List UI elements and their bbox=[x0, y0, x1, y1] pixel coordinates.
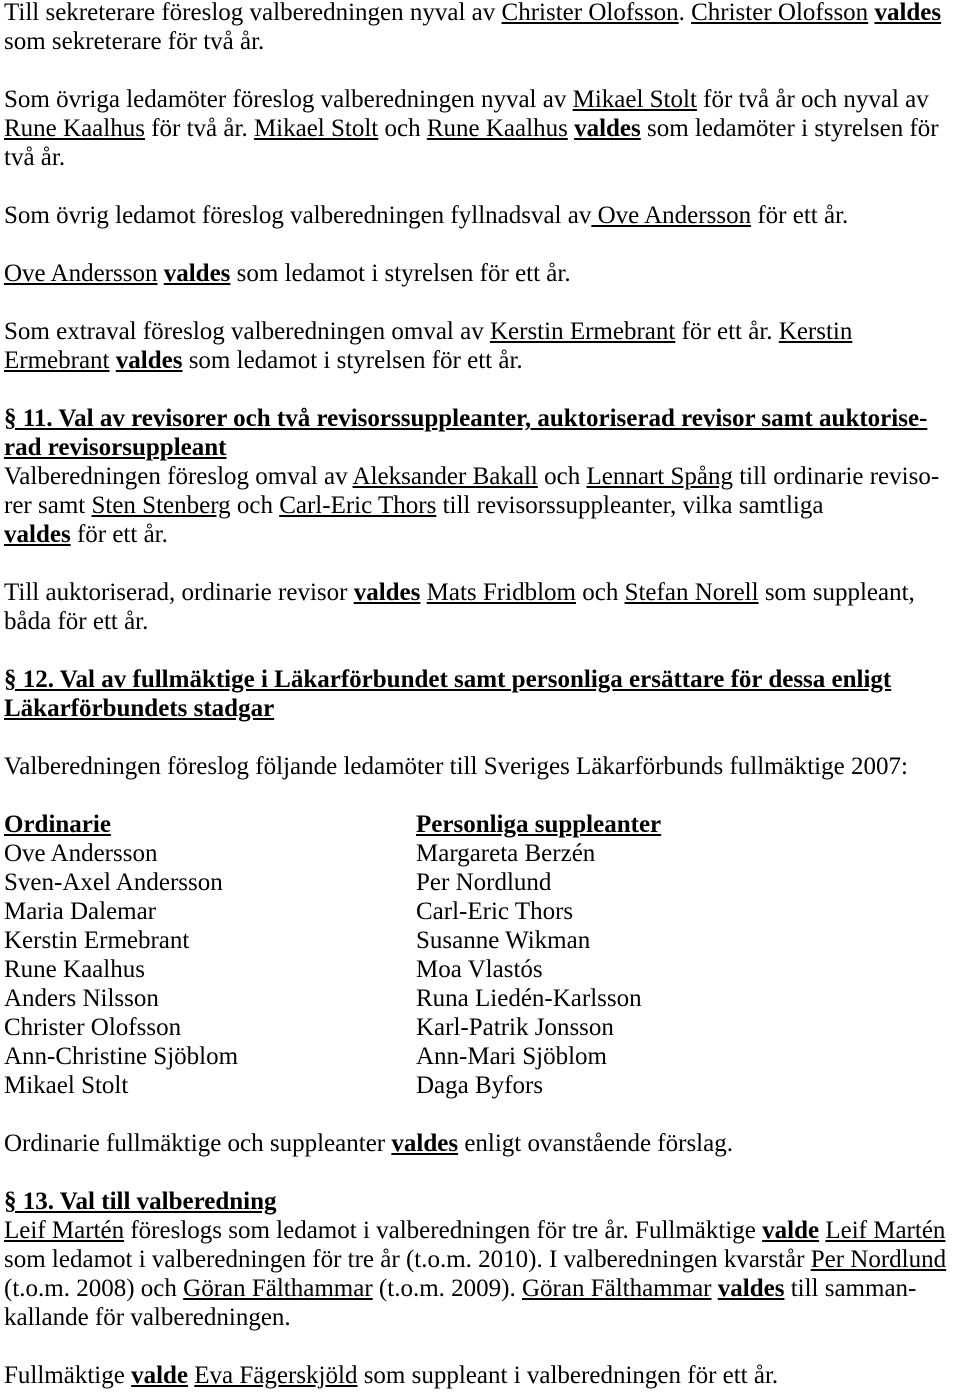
suppleant-name: Margareta Berzén bbox=[416, 840, 596, 867]
text-run: som suppleant i valberedningen för ett år. bbox=[357, 1362, 779, 1389]
paragraph-extraval bbox=[4, 317, 956, 375]
text-run: enligt ovanstående förslag. bbox=[458, 1130, 733, 1157]
paragraph-fyllnadsval bbox=[4, 201, 956, 230]
person-name: Rune Kaalhus bbox=[426, 115, 568, 142]
text-line bbox=[4, 404, 956, 433]
spacer bbox=[4, 1158, 956, 1187]
text-run: Till auktoriserad, ordinarie revisor bbox=[4, 579, 354, 606]
spacer bbox=[4, 230, 956, 259]
paragraph-valberedning bbox=[4, 1216, 956, 1332]
text-run: (t.o.m. 2008) och bbox=[4, 1275, 184, 1302]
text-line bbox=[4, 491, 956, 520]
heading-text: § 11. Val av revisorer och två revisorssuppleanter, auktoriserad revisor samt auktorise- bbox=[4, 405, 928, 432]
ordinarie-name: Mikael Stolt bbox=[4, 1072, 129, 1099]
paragraph-ovriga-ledamoter bbox=[4, 85, 956, 172]
text-run: som ledamot i styrelsen för ett år. bbox=[230, 260, 571, 287]
person-name: Rune Kaalhus bbox=[4, 115, 145, 142]
text-line bbox=[4, 317, 956, 346]
person-name: Leif Martén bbox=[825, 1217, 946, 1244]
decision-keyword: valde bbox=[762, 1217, 820, 1244]
text-line bbox=[4, 1303, 956, 1332]
text-run: och bbox=[378, 115, 427, 142]
text-run: för två år. bbox=[144, 115, 254, 142]
person-name: Per Nordlund bbox=[810, 1246, 947, 1273]
text-run: Som övriga ledamöter föreslog valberedningen nyval av bbox=[4, 86, 573, 113]
decision-keyword: valdes bbox=[717, 1275, 785, 1302]
paragraph-auktoriserad-revisor bbox=[4, 578, 956, 636]
suppleant-name: Moa Vlastós bbox=[416, 956, 543, 983]
text-line bbox=[4, 1274, 956, 1303]
text-run: Ordinarie fullmäktige och suppleanter bbox=[4, 1130, 392, 1157]
spacer bbox=[4, 636, 956, 665]
heading-text: § 13. Val till valberedning bbox=[4, 1188, 277, 1215]
decision-keyword: valdes bbox=[574, 115, 641, 142]
heading-text: Läkarförbundets stadgar bbox=[4, 695, 275, 722]
person-name: Lennart Spång bbox=[586, 463, 733, 490]
document-page bbox=[4, 0, 956, 1390]
text-line bbox=[4, 1361, 956, 1390]
fullmaktige-list bbox=[4, 810, 956, 1100]
text-run: föreslogs som ledamot i valberedningen för tre år. Fullmäktige bbox=[124, 1217, 763, 1244]
list-row bbox=[4, 955, 956, 984]
list-row bbox=[4, 1071, 956, 1100]
person-name: Carl-Eric Thors bbox=[279, 492, 437, 519]
spacer bbox=[4, 781, 956, 810]
text-line bbox=[4, 114, 956, 143]
text-line bbox=[4, 1216, 956, 1245]
spacer bbox=[4, 288, 956, 317]
decision-keyword: valdes bbox=[4, 521, 71, 548]
person-name: Mats Fridblom bbox=[426, 579, 576, 606]
paragraph-sekreterare bbox=[4, 0, 956, 56]
ordinarie-name: Anders Nilsson bbox=[4, 985, 159, 1012]
paragraph-fyllnadsval-beslut bbox=[4, 259, 956, 288]
person-name: Ove Andersson bbox=[4, 260, 158, 287]
section-13 bbox=[4, 1187, 956, 1390]
suppleant-name: Carl-Eric Thors bbox=[416, 898, 574, 925]
person-name: Kerstin bbox=[778, 318, 853, 345]
text-run: båda för ett år. bbox=[4, 608, 149, 635]
ordinarie-name: Maria Dalemar bbox=[4, 898, 157, 925]
spacer bbox=[4, 549, 956, 578]
section-12 bbox=[4, 665, 956, 1158]
text-run: . bbox=[678, 0, 692, 26]
text-run: Till sekreterare föreslog valberedningen nyval av bbox=[4, 0, 502, 26]
decision-keyword: valdes bbox=[163, 260, 231, 287]
text-line bbox=[4, 665, 956, 694]
text-run: för ett år. bbox=[675, 318, 779, 345]
text-line bbox=[4, 201, 956, 230]
ordinarie-name: Ann-Christine Sjöblom bbox=[4, 1043, 239, 1070]
text-run: och bbox=[230, 492, 280, 519]
text-run: som ledamot i styrelsen för ett år. bbox=[182, 347, 523, 374]
person-name: Kerstin Ermebrant bbox=[489, 318, 676, 345]
spacer bbox=[4, 1332, 956, 1361]
person-name: Göran Fälthammar bbox=[183, 1275, 373, 1302]
paragraph-intro bbox=[4, 752, 956, 781]
text-line bbox=[4, 259, 956, 288]
list-row bbox=[4, 897, 956, 926]
text-line bbox=[4, 462, 956, 491]
person-name: Ermebrant bbox=[4, 347, 110, 374]
paragraph-revisorer bbox=[4, 462, 956, 549]
person-name: Aleksander Bakall bbox=[352, 463, 538, 490]
list-row bbox=[4, 926, 956, 955]
list-row bbox=[4, 1013, 956, 1042]
column-header-suppleanter: Personliga suppleanter bbox=[416, 811, 662, 838]
text-run: för ett år. bbox=[751, 202, 849, 229]
text-line bbox=[4, 607, 956, 636]
list-header-row bbox=[4, 810, 956, 839]
text-run: (t.o.m. 2009). bbox=[372, 1275, 522, 1302]
text-run: Valberedningen föreslog följande ledamöter till Sveriges Läkarförbunds fullmäktige 2007: bbox=[4, 753, 908, 780]
text-run: som suppleant, bbox=[758, 579, 915, 606]
section-11 bbox=[4, 404, 956, 636]
text-run: Fullmäktige bbox=[4, 1362, 132, 1389]
text-line bbox=[4, 520, 956, 549]
ordinarie-name: Sven-Axel Andersson bbox=[4, 869, 223, 896]
text-run: Som övrig ledamot föreslog valberedningen fyllnadsval av bbox=[4, 202, 592, 229]
text-line bbox=[4, 1187, 956, 1216]
section-heading bbox=[4, 404, 956, 462]
suppleant-name: Ann-Mari Sjöblom bbox=[416, 1043, 607, 1070]
text-line bbox=[4, 85, 956, 114]
column-header-ordinarie: Ordinarie bbox=[4, 811, 111, 838]
decision-keyword: valdes bbox=[353, 579, 421, 606]
ordinarie-name: Kerstin Ermebrant bbox=[4, 927, 190, 954]
text-run: och bbox=[575, 579, 625, 606]
paragraph-suppleant bbox=[4, 1361, 956, 1390]
text-run: till samman- bbox=[784, 1275, 917, 1302]
text-line bbox=[4, 433, 956, 462]
paragraph-beslut bbox=[4, 1129, 956, 1158]
text-run: Valberedningen föreslog omval av bbox=[4, 463, 353, 490]
person-name: Stefan Norell bbox=[624, 579, 759, 606]
person-name: Christer Olofsson bbox=[501, 0, 679, 26]
list-row bbox=[4, 839, 956, 868]
decision-keyword: valdes bbox=[115, 347, 183, 374]
text-line bbox=[4, 694, 956, 723]
person-name: Mikael Stolt bbox=[572, 86, 697, 113]
text-run: till ordinarie reviso- bbox=[732, 463, 940, 490]
person-name: Sten Stenberg bbox=[91, 492, 231, 519]
text-run: som sekreterare för två år. bbox=[4, 28, 265, 55]
text-run: Som extraval föreslog valberedningen omval av bbox=[4, 318, 490, 345]
person-name: Mikael Stolt bbox=[253, 115, 379, 142]
text-run: för ett år. bbox=[70, 521, 168, 548]
person-name: Ove Andersson bbox=[591, 202, 752, 229]
decision-keyword: valde bbox=[131, 1362, 189, 1389]
suppleant-name: Runa Liedén-Karlsson bbox=[416, 985, 642, 1012]
spacer bbox=[4, 56, 956, 85]
text-line bbox=[4, 1245, 956, 1274]
text-run: som ledamot i valberedningen för tre år (t.o.m. 2010). I valberedningen kvarstår bbox=[4, 1246, 811, 1273]
list-row bbox=[4, 1042, 956, 1071]
person-name: Leif Martén bbox=[4, 1217, 125, 1244]
text-run: för två år och nyval av bbox=[696, 86, 929, 113]
decision-keyword: valdes bbox=[391, 1130, 459, 1157]
text-line bbox=[4, 27, 956, 56]
ordinarie-name: Christer Olofsson bbox=[4, 1014, 182, 1041]
person-name: Christer Olofsson bbox=[691, 0, 869, 26]
list-row bbox=[4, 984, 956, 1013]
person-name: Göran Fälthammar bbox=[521, 1275, 712, 1302]
text-run: och bbox=[537, 463, 587, 490]
text-run: rer samt bbox=[4, 492, 92, 519]
text-line bbox=[4, 346, 956, 375]
section-heading bbox=[4, 665, 956, 723]
heading-text: rad revisorsuppleant bbox=[4, 434, 227, 461]
suppleant-name: Per Nordlund bbox=[416, 869, 552, 896]
spacer bbox=[4, 375, 956, 404]
person-name: Eva Fägerskjöld bbox=[194, 1362, 358, 1389]
text-line bbox=[4, 578, 956, 607]
text-line bbox=[4, 1129, 956, 1158]
suppleant-name: Susanne Wikman bbox=[416, 927, 591, 954]
heading-text: § 12. Val av fullmäktige i Läkarförbundet samt personliga ersättare för dessa enligt bbox=[4, 666, 892, 693]
ordinarie-name: Ove Andersson bbox=[4, 840, 158, 867]
text-line bbox=[4, 143, 956, 172]
text-line bbox=[4, 752, 956, 781]
spacer bbox=[4, 723, 956, 752]
text-run: till revisorssuppleanter, vilka samtliga bbox=[436, 492, 824, 519]
decision-keyword: valdes bbox=[874, 0, 942, 26]
suppleant-name: Daga Byfors bbox=[416, 1072, 544, 1099]
text-run: kallande för valberedningen. bbox=[4, 1304, 291, 1331]
spacer bbox=[4, 1100, 956, 1129]
text-run: två år. bbox=[4, 144, 66, 171]
list-row bbox=[4, 868, 956, 897]
text-run: som ledamöter i styrelsen för bbox=[640, 115, 939, 142]
text-line bbox=[4, 0, 956, 27]
spacer bbox=[4, 172, 956, 201]
section-heading bbox=[4, 1187, 956, 1216]
suppleant-name: Karl-Patrik Jonsson bbox=[416, 1014, 614, 1041]
ordinarie-name: Rune Kaalhus bbox=[4, 956, 145, 983]
